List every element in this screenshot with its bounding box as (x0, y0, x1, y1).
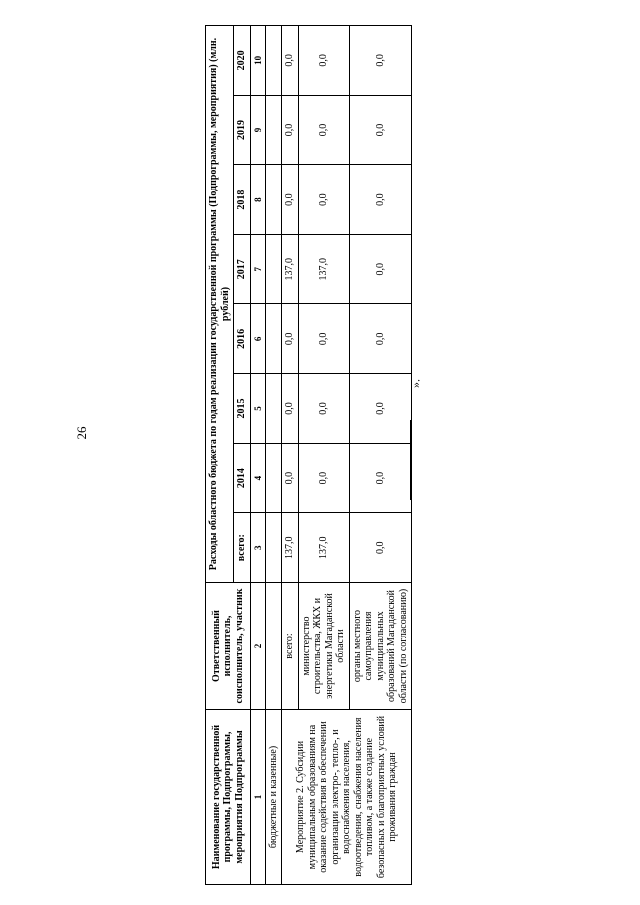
row-responsible: министерство строительства, ЖКХ и энергетики Магаданской области (298, 583, 349, 710)
row-responsible (265, 583, 282, 710)
column-number: 5 (250, 374, 265, 444)
header-program-name: Наименование государственной программы, Подпрограммы, мероприятия Подпрограммы (206, 710, 251, 885)
row-value: 0,0 (282, 26, 299, 96)
row-value: 0,0 (282, 165, 299, 235)
column-numbers-row (250, 26, 265, 885)
header-year: 2015 (234, 374, 251, 444)
column-number: 8 (250, 165, 265, 235)
column-number: 3 (250, 513, 265, 583)
budget-table-rotated (205, 25, 515, 885)
row-value (265, 513, 282, 583)
row-value: 0,0 (298, 443, 349, 513)
column-number: 2 (250, 583, 265, 710)
row-responsible: всего: (282, 583, 299, 710)
row-value: 0,0 (282, 95, 299, 165)
header-total: всего: (234, 513, 251, 583)
row-value: 0,0 (282, 374, 299, 444)
row-name: Мероприятие 2. Субсидии муниципальным образованиям на оказание содействия в обеспечении организации электро-, тепло-, и водоснабжения населения, водоотведения, снабжения населения топливом, а также создание безопасных и благоприятных условий проживания граждан (282, 710, 412, 885)
column-number: 6 (250, 304, 265, 374)
row-name: бюджетные и казенные) (265, 710, 282, 885)
header-responsible: Ответственный исполнитель, соисполнитель, участник (206, 583, 251, 710)
row-value: 0,0 (298, 304, 349, 374)
table-row (282, 26, 299, 885)
row-value: 137,0 (282, 513, 299, 583)
row-value: 0,0 (298, 374, 349, 444)
row-value (265, 234, 282, 304)
page-number: 26 (74, 426, 89, 440)
budget-table (205, 25, 412, 885)
row-value: 0,0 (349, 165, 412, 235)
row-value: 0,0 (349, 95, 412, 165)
row-value: 0,0 (349, 443, 412, 513)
header-year: 2019 (234, 95, 251, 165)
row-value: 137,0 (282, 234, 299, 304)
row-value: 0,0 (298, 95, 349, 165)
column-number: 9 (250, 95, 265, 165)
column-number: 7 (250, 234, 265, 304)
row-value: 0,0 (298, 26, 349, 96)
row-value: 0,0 (349, 304, 412, 374)
header-year: 2014 (234, 443, 251, 513)
row-value: 0,0 (282, 443, 299, 513)
row-value (265, 165, 282, 235)
trailer-divider (410, 420, 411, 500)
column-number: 4 (250, 443, 265, 513)
table-row (265, 26, 282, 885)
column-number: 10 (250, 26, 265, 96)
row-value: 0,0 (349, 513, 412, 583)
row-value (265, 443, 282, 513)
row-value: 0,0 (282, 304, 299, 374)
row-value: 137,0 (298, 234, 349, 304)
closing-quote: ». (408, 379, 423, 388)
row-value: 0,0 (349, 374, 412, 444)
header-expenses: Расходы областного бюджета по годам реализации государственной программы (Подпрограммы, мероприятия) (млн. рублей) (206, 26, 234, 583)
row-value: 0,0 (349, 234, 412, 304)
row-value (265, 95, 282, 165)
header-year: 2018 (234, 165, 251, 235)
header-row (206, 26, 234, 885)
row-value: 137,0 (298, 513, 349, 583)
header-year: 2020 (234, 26, 251, 96)
row-value (265, 26, 282, 96)
header-year: 2017 (234, 234, 251, 304)
header-year: 2016 (234, 304, 251, 374)
row-responsible: органы местного самоуправления муниципальных образований Магаданской области (по согласованию) (349, 583, 412, 710)
row-value (265, 374, 282, 444)
column-number: 1 (250, 710, 265, 885)
row-value: 0,0 (349, 26, 412, 96)
row-value: 0,0 (298, 165, 349, 235)
row-value (265, 304, 282, 374)
